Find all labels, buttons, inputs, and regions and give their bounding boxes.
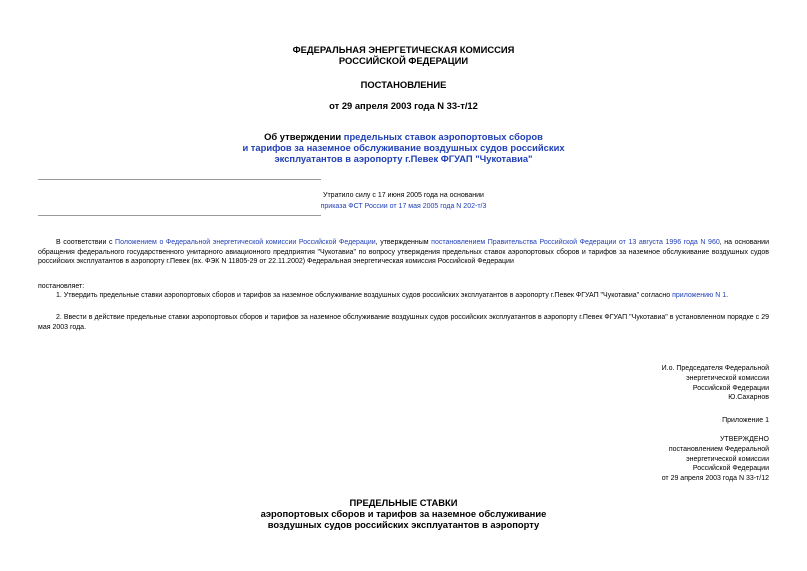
appendix-label: Приложение 1 (722, 417, 769, 424)
item-2-paragraph: 2. Ввести в действие предельные ставки аэропортовых сборов и тарифов за наземное обслуживание воздушных судов российских эксплуатантов в аэропорту г.Певек ФГУАП "Чукотавиа" в установленном порядке с 29 мая 2003 года. (38, 314, 769, 331)
signature-line2: энергетической комиссии (686, 374, 769, 382)
preamble-text-2: , утвержденным (375, 239, 432, 246)
status-note-link[interactable]: приказа ФСТ России от 17 мая 2005 года N 202-т/3 (320, 203, 487, 210)
approval-block (662, 435, 769, 484)
doc-title-link-3[interactable]: эксплуатантов в аэропорту г.Певек ФГУАП "Чукотавиа" (274, 153, 533, 164)
approval-line2: энергетической комиссии (686, 455, 769, 463)
item-1-paragraph (38, 291, 769, 301)
org-name-line1: ФЕДЕРАЛЬНАЯ ЭНЕРГЕТИЧЕСКАЯ КОМИССИЯ (292, 44, 515, 55)
org-name-line2: РОССИЙСКОЙ ФЕДЕРАЦИИ (338, 55, 469, 66)
preamble-text-1: В соответствии с (56, 239, 116, 246)
appendix-title-line1: ПРЕДЕЛЬНЫЕ СТАВКИ (349, 497, 458, 508)
item-1-text: 1. Утвердить предельные ставки аэропортовых сборов и тарифов за наземное обслуживание воздушных судов российских эксплуатантов в аэропорту г.Певек ФГУАП "Чукотавиа" согласно (56, 292, 673, 299)
preamble-paragraph (38, 238, 769, 267)
approval-line4: от 29 апреля 2003 года N 33-т/12 (661, 475, 769, 483)
doc-title-prefix: Об утверждении (264, 131, 344, 142)
preamble-link-government-decree[interactable]: постановлением Правительства Российской Федерации от 13 августа 1996 года N 960 (431, 239, 720, 246)
resolves-label: постановляет: (38, 283, 85, 290)
signature-block (662, 364, 769, 403)
item-1-appendix-link[interactable]: приложению N 1 (672, 292, 727, 299)
preamble-link-regulation[interactable]: Положением о Федеральной энергетической комиссии Российской Федерации (115, 239, 376, 246)
divider-bottom (38, 215, 321, 216)
divider-top (38, 179, 321, 180)
approval-line1: постановлением Федеральной (668, 445, 769, 453)
appendix-title-line3: воздушных судов российских эксплуатантов в аэропорту (267, 519, 540, 530)
doc-title-link-1[interactable]: предельных ставок аэропортовых сборов (343, 131, 543, 142)
preamble-text-3: , на основании обращения федерального государственного унитарного авиационного предприятия "Чукотавиа" по вопросу утверждения предельных ставок аэропортовых сборов и тарифов за наземное обслуживание воздушных судов российских эксплуатантов в аэропорту г.Певек (вх. ФЭК N 11805-29 от 22.11.2002) Федеральная энергетическая комиссия Российской Федерации (38, 239, 769, 266)
signature-line1: И.о. Председателя Федеральной (661, 365, 769, 372)
doc-title-link-2[interactable]: и тарифов за наземное обслуживание воздушных судов российских (242, 142, 565, 153)
doc-type: ПОСТАНОВЛЕНИЕ (360, 79, 447, 90)
doc-title-line1 (0, 131, 807, 142)
doc-date-number: от 29 апреля 2003 года N 33-т/12 (329, 100, 478, 111)
item-1-end: . (726, 292, 729, 299)
approval-approved: УТВЕРЖДЕНО (719, 436, 769, 443)
approval-line3: Российской Федерации (692, 465, 769, 473)
appendix-title-line2: аэропортовых сборов и тарифов за наземное обслуживание (260, 508, 547, 519)
signature-name: Ю.Сахарнов (728, 394, 769, 402)
signature-line3: Российской Федерации (692, 384, 769, 392)
status-note: Утратило силу с 17 июня 2005 года на основании (323, 192, 484, 199)
